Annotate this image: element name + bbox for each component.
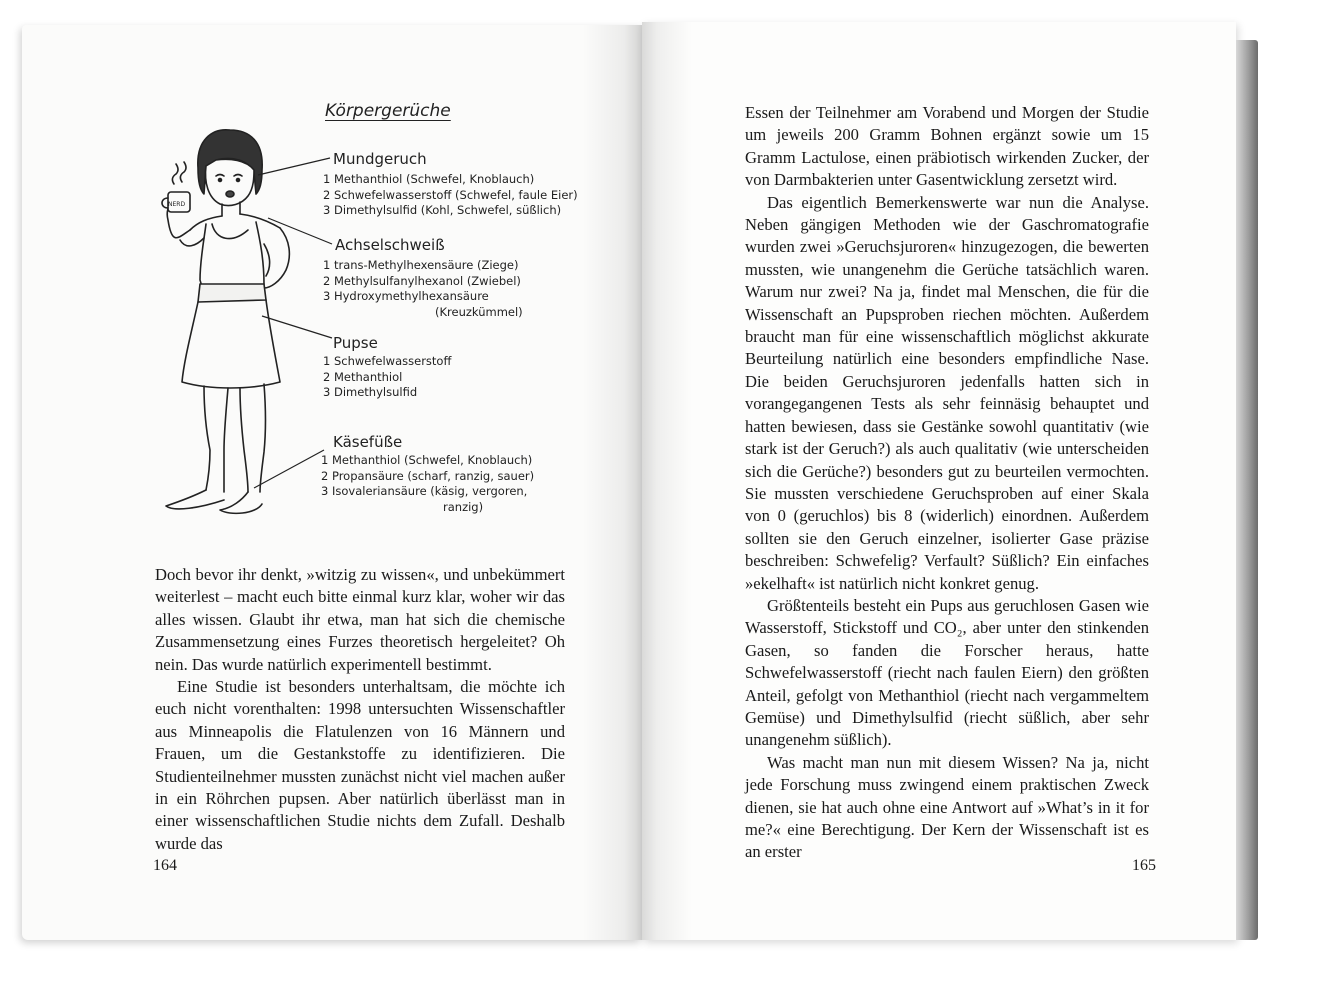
- left-page-body: [155, 564, 565, 855]
- section-item: 2 Methylsulfanylhexanol (Zwiebel): [323, 273, 521, 288]
- page-number-left: 164: [153, 857, 177, 874]
- section-item: ranzig): [443, 499, 484, 514]
- leader-line-kaesefuesse: [254, 450, 324, 488]
- section-item: 3 Isovaleriansäure (käsig, vergoren,: [321, 484, 528, 498]
- section-item: 1 trans-Methylhexensäure (Ziege): [323, 258, 519, 272]
- section-heading: Pupse: [333, 334, 378, 352]
- leader-line-achselschweiss: [268, 218, 332, 244]
- leader-line-mundgeruch: [258, 158, 330, 175]
- paragraph: Eine Studie ist besonders unterhaltsam, die möchte ich euch nicht vorenthalten: 1998 untersuchten Wissenschaftler aus Minneapolis die Flatulenzen von 16 Männern und Frauen, um die Gestankstoffe zu identifizieren. Die Studienteilnehmer mussten zunächst nicht viel machen außer in ein Röhrchen pupsen. Aber natürlich überlässt man in einer wissenschaftlichen Studie nichts dem Zufall. Deshalb wurde das: [155, 677, 565, 853]
- illustration-title: Körpergerüche: [325, 101, 451, 121]
- section-item: 1 Methanthiol (Schwefel, Knoblauch): [323, 172, 535, 186]
- page-number-right: 165: [1132, 857, 1156, 874]
- section-item: 2 Propansäure (scharf, ranzig, sauer): [321, 468, 535, 483]
- section-item: 3 Dimethylsulfid (Kohl, Schwefel, süßlich): [323, 203, 562, 217]
- section-heading: Käsefüße: [333, 433, 403, 451]
- paragraph: Das eigentlich Bemerkenswerte war nun die Analyse. Neben gängigen Methoden wie der Gaschromatografie wurden zwei »Geruchsjuroren« hinzugezogen, die bewerten mussten, wie unangenehm die Gerüche tatsächlich waren. Warum nur zwei? Na ja, findet mal Menschen, die für die Wissenschaft an Pupsproben riechen möchten. Außerdem braucht man für eine wissenschaftlich möglichst akkurate Beurteilung natürlich eine besonders empfindliche Nase. Die beiden Geruchsjuroren jedenfalls hatten sich in vorangegangenen Tests als sehr feinnäsig behauptet und hatten bewiesen, dass sie Gestänke sowohl quantitativ (wie stark ist der Geruch?) als auch qualitativ (wie unterscheiden sich die Gerüche?) besonders gut zu beurteilen vermochten. Sie mussten verschiedene Geruchsproben auf einer Skala von 0 (geruchlos) bis 8 (widerlich) einordnen. Außerdem sollten sie den Geruch einzelner, isolierter Gase präzise beschreiben: Schwefelig? Verfault? Süßlich? Ein einfaches »ekelhaft« ist natürlich nicht konkret genug.: [745, 192, 1149, 593]
- section-kaesefuesse: [321, 433, 535, 515]
- section-item: 1 Methanthiol (Schwefel, Knoblauch): [321, 453, 533, 467]
- mug-label: NERD: [168, 201, 186, 208]
- paragraph: Größtenteils besteht ein Pups aus geruchlosen Gasen wie Wasserstoff, Stickstoff und CO₂, aber unter den stinkenden Gasen, so fanden die Forscher heraus, hatte Schwefelwasserstoff (riecht nach faulen Eiern) den größten Anteil, gefolgt von Methanthiol (riecht nach vergammeltem Gemüse) und Dimethylsulfid (riecht süßlich, aber sehr unangenehm süßlich).: [745, 595, 1149, 750]
- section-item: 3 Hydroxymethylhexansäure: [323, 289, 489, 303]
- leader-line-pupse: [262, 316, 332, 338]
- section-achselschweiss: [323, 236, 523, 320]
- section-item: (Kreuzkümmel): [435, 304, 523, 319]
- section-item: 2 Schwefelwasserstoff (Schwefel, faule Eier): [323, 187, 578, 202]
- section-item: 3 Dimethylsulfid: [323, 385, 418, 399]
- section-item: 1 Schwefelwasserstoff: [323, 354, 452, 368]
- section-heading: Mundgeruch: [333, 150, 427, 168]
- section-pupse: [323, 334, 452, 401]
- paragraph: Doch bevor ihr denkt, »witzig zu wissen«, und unbekümmert weiterlest – macht euch bitte einmal kurz klar, woher wir das alles wissen. Glaubt ihr etwa, man hat sich die chemische Zusammensetzung eines Furzes theoretisch hergeleitet? Oh nein. Das wurde natürlich experimentell bestimmt.: [155, 565, 565, 674]
- paragraph: Essen der Teilnehmer am Vorabend und Morgen der Studie um jeweils 200 Gramm Bohnen ergänzt sowie um 15 Gramm Lactulose, einen präbiotisch wirkenden Zucker, der von Darmbakterien unter Gasentwicklung zersetzt wird.: [745, 103, 1149, 190]
- section-heading: Achselschweiß: [335, 236, 445, 254]
- section-mundgeruch: [323, 150, 578, 219]
- paragraph: Was macht man nun mit diesem Wissen? Na ja, nicht jede Forschung muss zwingend einem praktischen Zweck dienen, sie hat auch ohne eine Antwort auf »What’s in it for me?« eine Berechtigung. Der Kern der Wissenschaft ist es an erster: [745, 752, 1149, 862]
- section-item: 2 Methanthiol: [323, 369, 403, 384]
- right-page-body: [745, 102, 1149, 864]
